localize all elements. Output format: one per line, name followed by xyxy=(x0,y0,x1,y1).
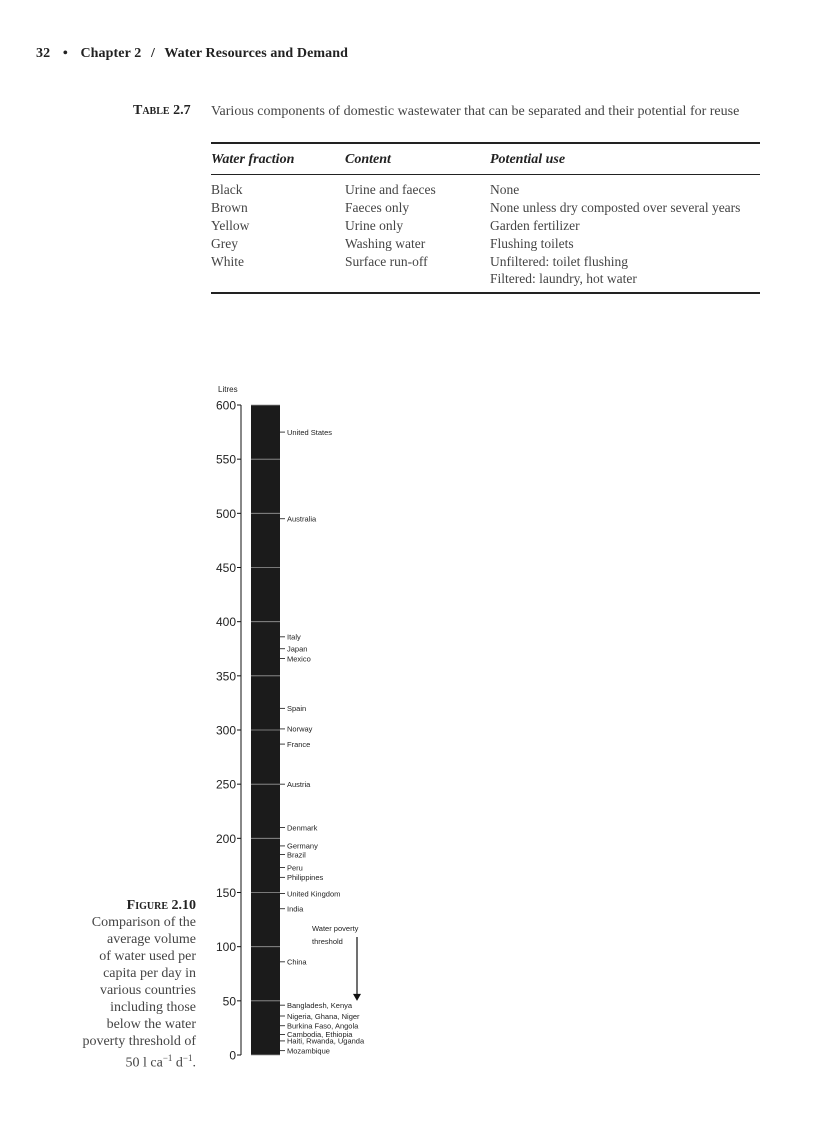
threshold-arrowhead xyxy=(353,994,361,1001)
threshold-label: Water poverty xyxy=(312,924,359,933)
figure-caption-line: Comparison of the xyxy=(91,915,196,930)
country-label: Haiti, Rwanda, Uganda xyxy=(287,1036,365,1046)
country-label: Germany xyxy=(287,841,318,851)
table-cell: Garden fertilizer xyxy=(490,218,580,233)
table-cell: None unless dry composted over several years xyxy=(490,200,741,215)
y-tick-label: 0 xyxy=(229,1048,236,1063)
y-tick-label: 550 xyxy=(215,452,236,467)
figure-caption-units: 50 l $ca^{-1}$ $d^{-1}$. xyxy=(125,1053,196,1071)
y-tick-label: 200 xyxy=(215,831,236,846)
table-cell: Black xyxy=(211,182,243,197)
country-label: Denmark xyxy=(287,823,318,833)
bullet-separator: • xyxy=(62,46,68,61)
country-label: Austria xyxy=(287,779,311,789)
country-label: United Kingdom xyxy=(287,889,341,899)
figure-label: Figure 2.10 xyxy=(126,898,196,913)
country-label: United States xyxy=(287,427,333,437)
table-cell: Urine only xyxy=(345,218,404,233)
y-tick-label: 150 xyxy=(215,886,236,900)
figure-caption-line: capita per day in xyxy=(103,966,196,981)
country-label: Australia xyxy=(287,514,317,524)
country-label: Japan xyxy=(287,644,308,654)
table-label: Table 2.7 xyxy=(133,103,191,118)
table-cell: None xyxy=(490,182,520,197)
country-label: Spain xyxy=(287,704,307,714)
country-label: Mozambique xyxy=(287,1046,330,1056)
country-label: Brazil xyxy=(287,850,306,860)
column-header-use: Potential use xyxy=(490,152,566,167)
table-cell: Surface run-off xyxy=(345,254,428,269)
country-label: Mexico xyxy=(287,654,311,664)
country-label: France xyxy=(287,739,311,749)
y-tick-label: 600 xyxy=(215,398,236,413)
page-number: 32 xyxy=(36,46,51,61)
table-cell: Urine and faeces xyxy=(345,182,436,197)
table-cell: Grey xyxy=(211,236,238,251)
y-tick-label: 350 xyxy=(215,669,236,684)
country-label: China xyxy=(287,957,307,967)
figure-caption-line: poverty threshold of xyxy=(82,1034,196,1049)
y-tick-label: 400 xyxy=(215,615,236,630)
country-label: Nigeria, Ghana, Niger xyxy=(287,1011,360,1021)
figure-caption-line: of water used per xyxy=(99,949,196,964)
column-header-fraction: Water fraction xyxy=(211,152,295,167)
figure-caption-line: average volume xyxy=(106,932,196,947)
column-header-content: Content xyxy=(345,152,391,167)
slash-separator: / xyxy=(150,46,155,61)
country-label: Norway xyxy=(287,724,313,734)
chapter-title: Water Resources and Demand xyxy=(164,46,349,61)
table-cell: Filtered: laundry, hot water xyxy=(490,271,637,286)
country-label: India xyxy=(287,904,304,914)
y-tick-label: 50 xyxy=(222,994,236,1009)
y-tick-label: 300 xyxy=(215,723,236,738)
country-label: Peru xyxy=(287,863,303,873)
figure-caption-line: various countries xyxy=(99,983,196,998)
threshold-label: threshold xyxy=(312,937,343,946)
country-label: Italy xyxy=(287,632,301,642)
country-label: Bangladesh, Kenya xyxy=(287,1000,353,1010)
table-cell: Faeces only xyxy=(345,200,410,215)
country-label: Burkina Faso, Angola xyxy=(287,1021,359,1031)
table-cell: Flushing toilets xyxy=(490,236,574,251)
figure-caption-line: including those xyxy=(110,1000,196,1015)
table-caption: Various components of domestic wastewater that can be separated and their potential for reuse xyxy=(211,104,740,119)
table-cell: Brown xyxy=(211,200,248,215)
y-tick-label: 500 xyxy=(215,506,236,521)
table-cell: White xyxy=(211,254,244,269)
table-cell: Washing water xyxy=(345,236,426,251)
chapter-label: Chapter 2 xyxy=(80,46,142,61)
table-cell: Unfiltered: toilet flushing xyxy=(490,254,628,269)
y-axis-title: Litres xyxy=(218,385,238,394)
figure-caption-line: below the water xyxy=(106,1017,196,1032)
y-tick-label: 450 xyxy=(215,561,236,575)
country-label: Cambodia, Ethiopia xyxy=(287,1030,353,1040)
y-tick-label: 250 xyxy=(215,777,236,792)
y-tick-label: 100 xyxy=(215,940,236,955)
country-label: Philippines xyxy=(287,873,324,883)
table-cell: Yellow xyxy=(211,218,250,233)
